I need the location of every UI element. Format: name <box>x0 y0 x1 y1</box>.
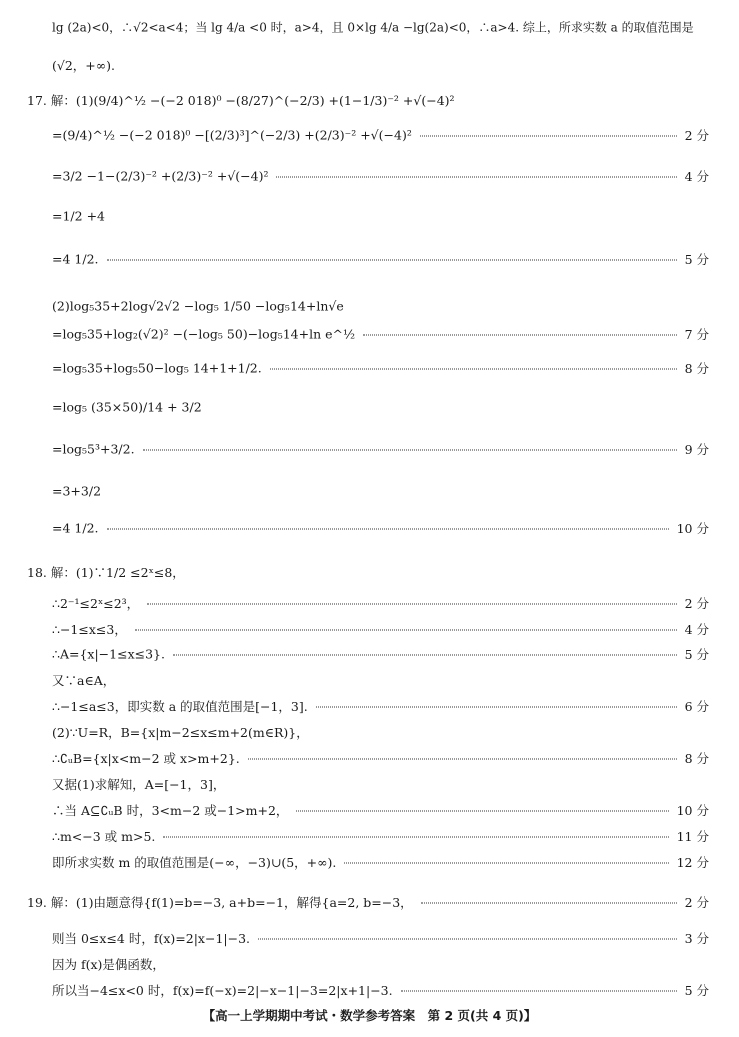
solution-line <box>0 293 739 319</box>
leader-dots <box>344 861 669 864</box>
solution-text: =log₅ (35×50)/14 + 3/2 <box>52 399 202 415</box>
solution-text: 因为 f(x)是偶函数， <box>52 957 165 972</box>
solution-text: ∴∁ᵤB={x|x<m−2 或 x>m+2}. <box>52 751 240 766</box>
solution-line <box>0 122 739 148</box>
solution-line <box>0 321 739 347</box>
score-label: 8 分 <box>684 361 709 376</box>
score-label: 10 分 <box>676 521 709 536</box>
score-label: 9 分 <box>684 442 709 457</box>
score-label: 10 分 <box>676 803 709 818</box>
solution-text: =log₅5³+3/2. <box>52 441 135 457</box>
solution-line <box>0 203 739 229</box>
solution-line <box>0 478 739 504</box>
score-label: 2 分 <box>684 128 709 143</box>
leader-dots <box>107 258 677 261</box>
solution-line <box>0 771 739 797</box>
solution-text: =4 1/2. <box>52 520 99 536</box>
leader-dots <box>173 653 677 656</box>
solution-text: =log₅35+log₅50−log₅ 14+1+1/2. <box>52 360 262 376</box>
solution-text: =3+3/2 <box>52 483 102 499</box>
score-label: 5 分 <box>684 983 709 998</box>
solution-text: (2)∵U=R，B={x|m−2≤x≤m+2(m∈R)}， <box>52 725 309 740</box>
solution-text: ∴−1≤a≤3，即实数 a 的取值范围是[−1，3]. <box>52 699 308 714</box>
leader-dots <box>135 628 677 631</box>
solution-text: =1/2 +4 <box>52 208 105 224</box>
leader-dots <box>363 333 677 336</box>
solution-text: ∴m<−3 或 m>5. <box>52 829 156 844</box>
solution-text: (√2，+∞). <box>52 58 116 73</box>
solution-text: 18. 解：(1)∵1/2 ≤2ˣ≤8， <box>27 565 185 580</box>
solution-text: 则当 0≤x≤4 时，f(x)=2|x−1|−3. <box>52 931 251 946</box>
score-label: 4 分 <box>684 169 709 184</box>
score-label: 12 分 <box>676 855 709 870</box>
solution-text: ∴−1≤x≤3， <box>52 622 127 637</box>
solution-line <box>0 977 739 1003</box>
solution-text: 所以当−4≤x<0 时，f(x)=f(−x)=2|−x−1|−3=2|x+1|−3. <box>52 983 393 998</box>
solution-text: 又∵a∈A， <box>52 673 116 688</box>
solution-line <box>0 246 739 272</box>
solution-line <box>0 87 739 113</box>
solution-line <box>0 823 739 849</box>
solution-line <box>0 667 739 693</box>
solution-line <box>0 797 739 823</box>
solution-line <box>0 693 739 719</box>
leader-dots <box>147 602 677 605</box>
solution-line <box>0 355 739 381</box>
solution-text: =(9/4)^½ −(−2 018)⁰ −[(2/3)³]^(−2/3) +(2/3)⁻² +√(−4)² <box>52 127 412 143</box>
solution-text: (2)log₅35+2log√2√2 −log₅ 1/50 −log₅14+ln√e <box>52 298 344 314</box>
solution-text: 19. 解：(1)由题意得{f(1)=b=−3, a+b=−1，解得{a=2, b=−3， <box>27 895 413 910</box>
leader-dots <box>270 367 677 370</box>
score-label: 6 分 <box>684 699 709 714</box>
score-label: 4 分 <box>684 622 709 637</box>
leader-dots <box>163 835 669 838</box>
leader-dots <box>316 705 677 708</box>
leader-dots <box>107 527 669 530</box>
solution-text: ∴A={x|−1≤x≤3}. <box>52 646 165 662</box>
solution-line <box>0 394 739 420</box>
solution-line <box>0 641 739 667</box>
leader-dots <box>401 989 677 992</box>
solution-line <box>0 849 739 875</box>
solution-text: lg (2a)<0，∴√2<a<4；当 lg 4/a <0 时，a>4，且 0×lg 4/a −lg(2a)<0，∴a>4. 综上，所求实数 a 的取值范围是 <box>52 20 694 35</box>
leader-dots <box>143 448 677 451</box>
solution-line <box>0 515 739 541</box>
leader-dots <box>248 757 677 760</box>
score-label: 3 分 <box>684 931 709 946</box>
score-label: 8 分 <box>684 751 709 766</box>
solution-line <box>0 616 739 642</box>
page-footer: 【高一上学期期中考试・数学参考答案 第 2 页(共 4 页)】 <box>202 1008 537 1023</box>
solution-text: ∴2⁻¹≤2ˣ≤2³， <box>52 596 140 611</box>
score-label: 7 分 <box>684 327 709 342</box>
score-label: 5 分 <box>684 252 709 267</box>
leader-dots <box>421 901 677 904</box>
solution-text: 17. 解：(1)(9/4)^½ −(−2 018)⁰ −(8/27)^(−2/3) +(1−1/3)⁻² +√(−4)² <box>27 93 455 108</box>
score-label: 11 分 <box>676 829 709 844</box>
solution-line <box>0 590 739 616</box>
solution-line <box>0 14 739 40</box>
solution-line <box>0 951 739 977</box>
leader-dots <box>420 134 677 137</box>
leader-dots <box>276 175 677 178</box>
solution-line <box>0 745 739 771</box>
score-label: 2 分 <box>684 895 709 910</box>
solution-text: =log₅35+log₂(√2)² −(−log₅ 50)−log₅14+ln e^½ <box>52 326 356 342</box>
solution-line <box>0 719 739 745</box>
solution-text: =3/2 −1−(2/3)⁻² +(2/3)⁻² +√(−4)² <box>52 168 269 184</box>
leader-dots <box>258 937 677 940</box>
solution-line <box>0 163 739 189</box>
solution-line <box>0 436 739 462</box>
leader-dots <box>296 809 669 812</box>
solution-line <box>0 889 739 915</box>
solution-text: 即所求实数 m 的取值范围是(−∞，−3)∪(5，+∞). <box>52 855 337 870</box>
solution-text: 又据(1)求解知，A=[−1，3]， <box>52 777 226 792</box>
solution-line <box>0 925 739 951</box>
solution-line <box>0 559 739 585</box>
solution-line <box>0 52 739 78</box>
solution-text: =4 1/2. <box>52 251 99 267</box>
score-label: 2 分 <box>684 596 709 611</box>
solution-text: ∴当 A⊆∁ᵤB 时，3<m−2 或−1>m+2， <box>52 803 289 818</box>
score-label: 5 分 <box>684 647 709 662</box>
